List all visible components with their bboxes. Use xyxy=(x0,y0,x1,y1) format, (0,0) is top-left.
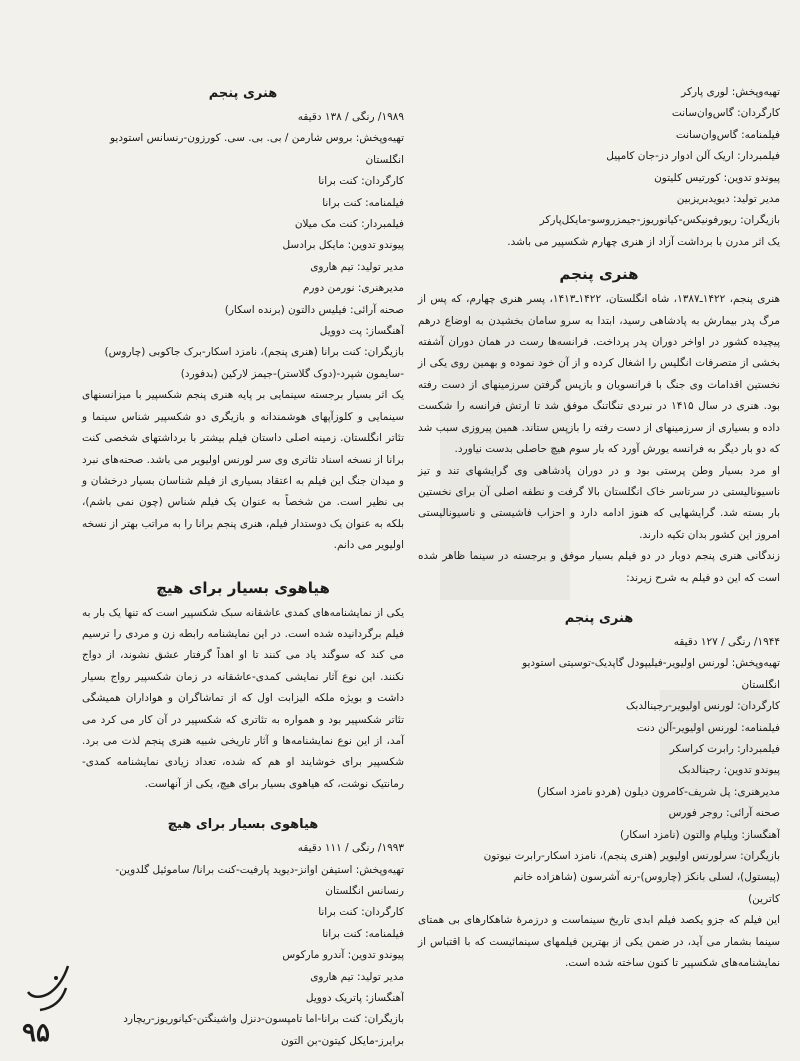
film-credits xyxy=(82,107,404,385)
credit-line: انگلستان xyxy=(741,678,780,691)
history-text xyxy=(418,289,780,589)
credit-line: کارگردان: کنت برانا xyxy=(318,175,404,188)
credit-line: فیلمنامه: کنت برانا xyxy=(322,927,404,940)
credit-line: ۱۹۸۹/ رنگی / ۱۳۸ دقیقه xyxy=(297,111,404,123)
section-text: یکی از نمایشنامه‌های کمدی عاشقانه سبک شکسپیر است که تنها یک بار به فیلم برگردانیده شده است. در این نمایشنامه رابطه زن و مردی را ترسیم می کند که سوگند یاد می کنند تا او اهداً گرفتار عشق نشوند، از دواج نکنند. این نوع آثار نمایشی کمدی-عاشقانه در زمان شکسپیر رواج بسیار داشت و بویژه ملکه الیزابت اول که از تماشاگران و هواداران همیشگی تئاتر شکسپیر بود و همواره به تئاتری که شکسپیر در آن کار می کرد می آمد، از این نوع نمایشنامه‌ها و آثار تاریخی شبیه هنری پنجم لذت می برد. شکسپیر برای خوشایند او هم که شده، تعداد زیادی نمایشنامه کمدی-رمانتیک نوشت، که هیاهوی بسیار برای هیچ، یکی از آنهاست. xyxy=(82,606,404,790)
credit-line: فیلمبردار: کنت مک میلان xyxy=(294,218,404,231)
credit-line: فیلمنامه: لورنس اولیویر-آلن دنت xyxy=(636,721,780,734)
paragraph: هنری پنجم، ۱۴۲۲ـ۱۳۸۷، شاه انگلستان، ۱۴۲۲ـ۱۴۱۳، پسر هنری چهارم، که پس از مرگ پدر بیمارش به پادشاهی رسید، ابتدا به سرو سامان بخشیدن به اوضاع درهم پیچیده کشور در اواخر دوران پدر پرداخت. فرانسه‌ها رست در همان دوران آشفته بخشی از متصرفات انگلیس را اشغال کرده‌ و از آن خود نموده و بهمین روی یکی از نخستین اقدامات وی جنگ با فرانسویان و بازپس گرفتن سرزمینهای از دست رفته بود. هنری در سال ۱۴۱۵ در نبردی تنگاتنگ موفق شد تا ارتش فرانسه را شکست داده و بسیاری از سرزمینهای از دست رفته را بازپس ستاند. همین پیروزی سبب شد که دو بار دیگر به فرانسه یورش آورد که بار سوم هیچ حاصلی بدست نیاورد. xyxy=(418,293,781,456)
credit-line: صحنه آرائی: روجر فورس xyxy=(668,807,780,820)
credit-line: یک اثر مدرن با برداشت آزاد از هنری چهارم شکسپیر می باشد. xyxy=(507,235,780,248)
credit-line: انگلستان xyxy=(365,153,404,166)
credit-line: (پیستول)، لسلی بانکز (چاروس)-رنه آشرسون (شاهزاده خانم xyxy=(513,871,780,884)
credit-line: بازیگران: کنت برانا-اما تامپسون-دنزل واشینگتن-کیانوریوز-ریچارد xyxy=(123,1013,404,1026)
credit-line: تهیه‌و‌پخش: لوری پارکر xyxy=(681,86,780,98)
credit-line: بازیگران: ریورفونیکس-کیانوریوز-جیمزروسو-مایکل‌پارکر xyxy=(539,214,780,227)
credit-line: پیوندو تدوین: کورتیس کلیتون xyxy=(654,171,780,184)
credit-line: مدیرهنری: پل شریف-کامرون دیلون (هردو نامزد اسکار) xyxy=(536,785,780,798)
credit-line: کارگردان: لورنس اولیویر-رجینالدبک xyxy=(626,700,780,713)
credit-line: تهیه‌وپخش: بروس شارمن / بی. بی. سی. کورزون-رنسانس استودیو xyxy=(109,132,404,145)
credit-line: آهنگساز: پت دوویل xyxy=(319,325,404,338)
credit-line: فیلمنامه: کنت برانا xyxy=(322,196,404,209)
credit-line: بازیگران: کنت برانا (هنری پنجم)، نامزد اسکار-برک جاکوبی (چاروس) xyxy=(104,346,404,359)
credit-line: فیلمنامه: گاس‌وان‌سانت xyxy=(675,128,780,141)
credit-line: -سایمون شپرد-(دوک گلاستر)-جیمز لارکین (بدفورد) xyxy=(180,367,404,380)
credit-line: پیوندو تدوین: رجینالدبک xyxy=(678,764,780,777)
credit-line: مدیر تولید: تیم هاروی xyxy=(310,260,404,273)
film-title: هنری پنجم xyxy=(208,86,278,101)
credit-line: کاترین) xyxy=(748,892,780,905)
credit-line: پیوندو تدوین: مایکل برادسل xyxy=(282,239,404,252)
film-title: هیاهوی بسیار برای هیچ xyxy=(167,817,319,833)
credit-line: تهیه‌وپخش: استیفن اوانز-دیوید پارفیت-کنت برانا/ ساموئیل گلدوین- xyxy=(115,863,404,876)
credits-block xyxy=(418,82,780,253)
credit-line: ۱۹۹۳/ رنگی / ۱۱۱ دقیقه xyxy=(297,842,404,855)
credit-line: کارگردان: کنت برانا xyxy=(318,906,404,919)
credit-line: تهیه‌وپخش: لورنس اولیویر-فیلیپودل گاپدیک-توسیتی استودیو xyxy=(522,657,780,670)
section-title: هیاهوی بسیار برای هیچ xyxy=(156,578,330,597)
section-title: هنری پنجم xyxy=(559,265,639,284)
right-column xyxy=(418,82,780,974)
film-credits xyxy=(418,632,780,910)
credit-line: کارگردان: گاس‌وان‌سانت xyxy=(671,107,780,120)
page-number: ۹۵ xyxy=(22,1018,50,1048)
paragraph: زندگانی هنری پنجم دوبار در دو فیلم بسیار موفق و برجسته در سینما ظاهر شده است که این دو فیلم به شرح زیرند: xyxy=(418,550,780,584)
credit-line: صحنه آرائی: فیلیس دالتون (برنده اسکار) xyxy=(224,303,404,316)
credit-line: فیلمبردار: اریک آلن ادوار دز-جان کامپیل xyxy=(606,150,780,163)
film-note: این فیلم که جزو یکصد فیلم ابدی تاریخ سینماست و درزمرهٔ شاهکارهای بی همتای سینما بشمار می آید، در ضمن یکی از بهترین فیلمهای سینمائیست که با اقتباس از نمایشنامه‌های شکسپیر تا کنون ساخته شده است. xyxy=(418,914,780,970)
credit-line: فیلمبردار: رابرت کراسکر xyxy=(669,742,780,755)
credit-line: مدیر تولید: تیم هاروی xyxy=(310,970,404,983)
credit-line: مدیرهنری: نورمن دورم xyxy=(302,282,404,295)
film-credits xyxy=(82,838,404,1052)
film-title: هنری پنجم xyxy=(564,610,634,626)
left-column xyxy=(82,82,404,1052)
film-note: یک اثر بسیار برجسته سینمایی بر پایه هنری پنجم شکسپیر با میزانسنهای سینمایی و کلوزآپهای هوشمندانه و بازیگری دو شکسپیر شناس سینما و تئاتر انگلستان. زمینه اصلی داستان فیلم بیشتر با برداشتهای شخصی کنت برانا از نسخه اسناد تئاتری وی سر لورنس اولیویر می باشد. صحنه‌های نبرد و میدان جنگ این فیلم به اعتقاد بسیاری از فیلم شناسان بسیار درخشان و بی نظیر است. من شخصاً به عنوان یک فیلم شناس (چون نمی باشم)، بلکه به عنوان یک دوستدار فیلم، هنری پنجم برانا را به مراتب بهتر از نسخه اولیویر می دانم. xyxy=(81,389,404,552)
credit-line: آهنگساز: پاتریک دوویل xyxy=(305,992,404,1005)
credit-line: رنسانس انگلستان xyxy=(325,885,404,897)
credit-line: آهنگساز: ویلیام والتون (نامزد اسکار) xyxy=(620,828,780,841)
credit-line: ۱۹۴۴/ رنگی / ۱۲۷ دقیقه xyxy=(673,635,780,648)
paragraph: او مرد بسیار وطن پرستی بود و در دوران پادشاهی وی گرایشهای تند و تیز ناسیونالیستی در سرتاسر خاک انگلستان بالا گرفت و نطفه اصلی آن برای نخستین بار بسته شد. گرایشهایی که هنوز ادامه دارد و احزاب فاشیستی و ناسیونالیستی امروز این کشور بدان تکیه دارند. xyxy=(418,464,780,541)
credit-line: برایرز-مایکل کیتون-بن التون xyxy=(281,1034,404,1047)
credit-line: پیوندو تدوین: آندرو مارکوس xyxy=(282,949,404,962)
credit-line: مدیر تولید: دیویدبریزبین xyxy=(676,193,780,206)
magazine-logo-icon xyxy=(18,958,78,1018)
credit-line: بازیگران: سرلورنس اولیویر (هنری پنجم)، نامزد اسکار-رابرت نیوتون xyxy=(483,850,780,862)
